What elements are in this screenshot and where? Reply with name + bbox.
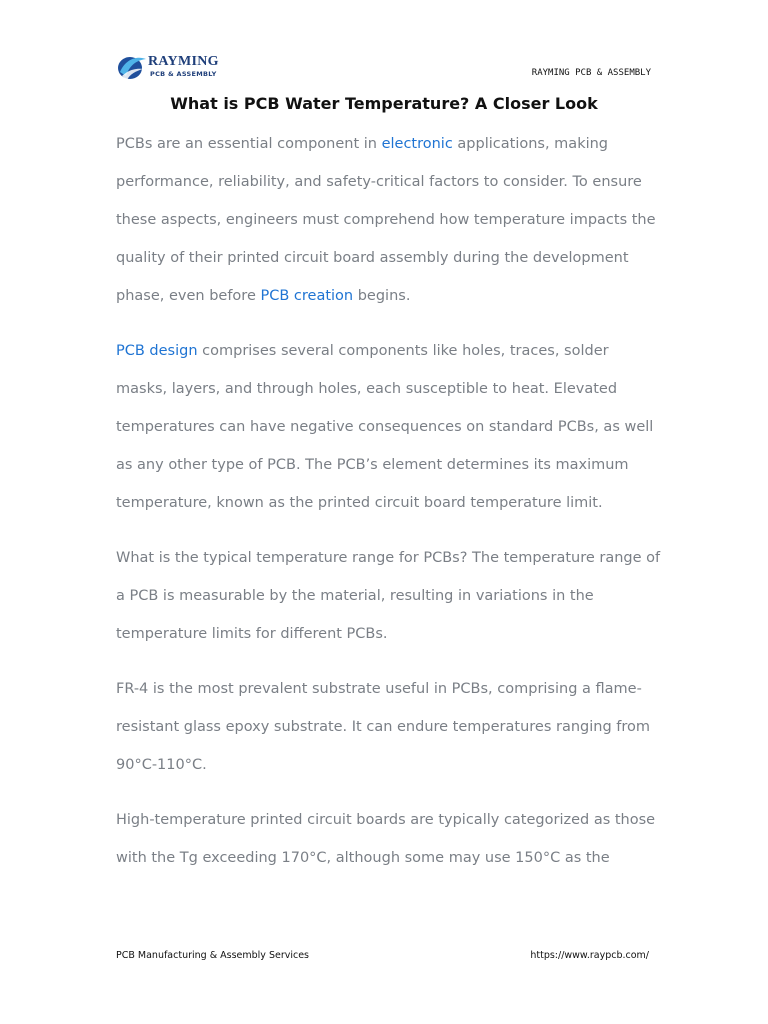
footer-services: PCB Manufacturing & Assembly Services: [116, 950, 310, 961]
page-title: What is PCB Water Temperature? A Closer Look: [170, 94, 598, 113]
footer-url[interactable]: https://www.raypcb.com/: [530, 950, 649, 961]
pcb-design-link[interactable]: PCB design: [116, 343, 198, 359]
rayming-logo-icon: [116, 52, 148, 82]
paragraph-text: begins.: [353, 288, 411, 304]
paragraph-pcb-design: [116, 332, 661, 522]
logo-name: RAYMING: [148, 54, 219, 69]
paragraph-text: applications, making performance, reliability, and safety-critical factors to consider. To ensure these aspects, engineers must comprehend how temperature impacts the quality of their printed circuit board assembly during the development phase, even before: [116, 136, 656, 304]
paragraph-text: PCBs are an essential component in: [116, 136, 382, 152]
logo-tagline: PCB & ASSEMBLY: [150, 70, 217, 78]
header-company-name: RAYMING PCB & ASSEMBLY: [531, 68, 651, 78]
paragraph-temperature-range: What is the typical temperature range for PCBs? The temperature range of a PCB is measurable by the material, resulting in variations in the temperature limits for different PCBs.: [116, 550, 661, 642]
pcb-creation-link[interactable]: PCB creation: [260, 288, 354, 304]
paragraph-text: comprises several components like holes, traces, solder masks, layers, and through holes, each susceptible to heat. Elevated temperatures can have negative consequences on standard PCBs, as well as any other type of PCB. The PCB’s element determines its maximum temperature, known as the printed circuit board temperature limit.: [116, 343, 654, 511]
paragraph-high-temperature: High-temperature printed circuit boards are typically categorized as those with the Tg exceeding 170°C, although some may use 150°C as the: [116, 812, 656, 866]
electronic-link[interactable]: electronic: [381, 136, 453, 152]
paragraph-fr4: FR-4 is the most prevalent substrate useful in PCBs, comprising a flame-resistant glass epoxy substrate. It can endure temperatures ranging from 90°C-110°C.: [116, 681, 651, 773]
rayming-logo: [116, 52, 236, 82]
paragraph-intro: [116, 125, 661, 315]
